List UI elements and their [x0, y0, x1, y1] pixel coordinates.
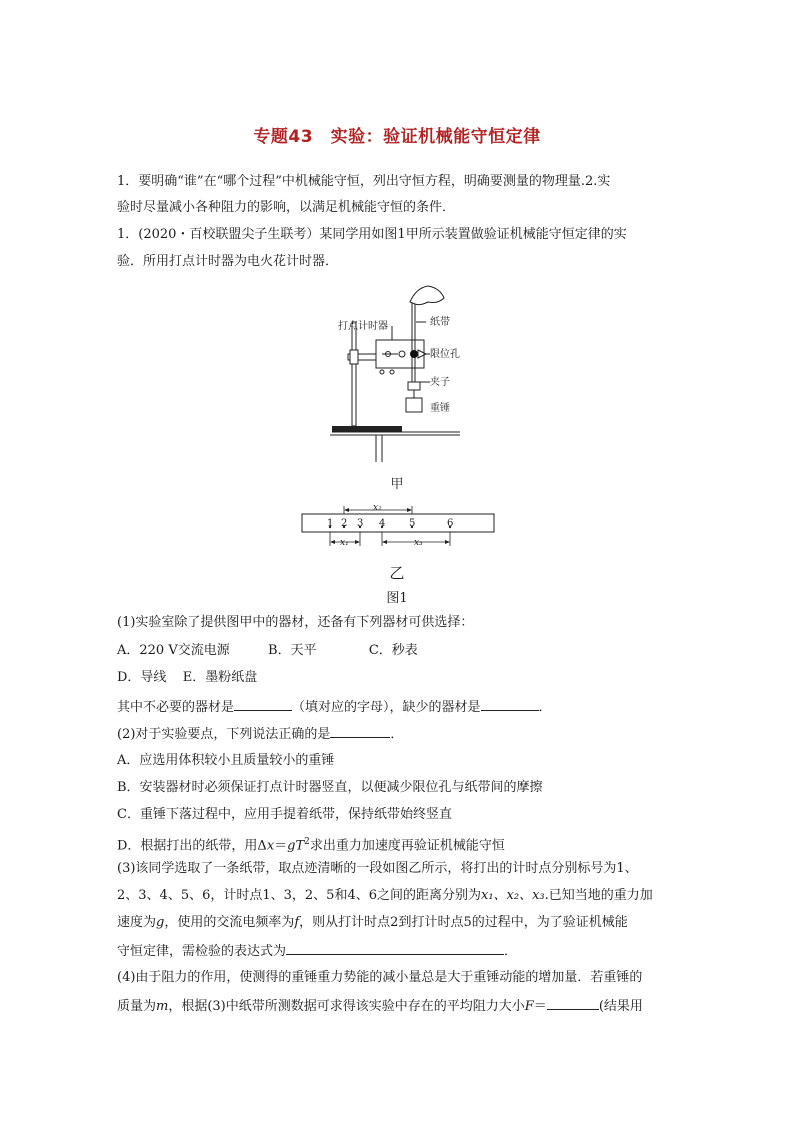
answer-blank-unnecessary[interactable] — [234, 697, 292, 711]
tape-point-5: 5 — [409, 518, 416, 529]
intro-line-2: 验时尽量减小各种阻力的影响，以满足机械能守恒的条件． — [117, 200, 456, 215]
tape-label-x3: x₃ — [414, 538, 423, 548]
stand-base-top — [332, 426, 402, 432]
part2-stem — [117, 724, 403, 744]
label-hole: 限位孔 — [430, 349, 460, 360]
part3-line-2-vars: x₁、x₂、x₃ — [480, 888, 545, 903]
part2-stem-end: ． — [390, 727, 404, 742]
answer-blank-missing[interactable] — [481, 697, 539, 711]
part3-line-1: (3)该同学选取了一条纸带，取点迹清晰的一段如图乙所示，将打出的计时点分别标号为1、 — [117, 861, 638, 876]
part2-option-b: B．安装器材时必须保证打点计时器竖直，以便减少限位孔与纸带间的摩擦 — [117, 780, 543, 795]
part3-line-4-end: ． — [504, 944, 518, 959]
part1-options-row1 — [117, 642, 418, 660]
part2-option-d-gT: gT — [287, 838, 305, 854]
answer-blank-part2[interactable] — [330, 724, 390, 738]
part2-option-d-sup: 2 — [304, 837, 310, 847]
part4-line-2-eq: ＝ — [533, 999, 547, 1014]
part4-line-2-text-b: ，根据(3)中纸带所测数据可求得该实验中存在的平均阻力大小 — [168, 999, 525, 1014]
question-line-1: 1．(2020・百校联盟尖子生联考）某同学用如图1甲所示装置做验证机械能守恒定律的实 — [117, 227, 627, 242]
part4-line-2-F: F — [524, 999, 534, 1014]
weight-drawing — [406, 398, 422, 412]
apparatus-figure — [320, 282, 480, 462]
part1-options-row2 — [117, 669, 257, 687]
part1-question-text-c: ． — [538, 700, 552, 715]
part1-option-e: E．墨粉纸盘 — [182, 670, 258, 685]
label-tape: 纸带 — [430, 317, 450, 328]
part3-line-2-text-b: .已知当地的重力加 — [544, 888, 653, 903]
part3-line-4-text: 守恒定律，需检验的表达式为 — [117, 944, 287, 959]
tape-point-6: 6 — [447, 518, 454, 529]
part3-line-3-text-b: ，使用的交流电频率为 — [164, 915, 295, 930]
label-timer: 打点计时器 — [338, 321, 388, 332]
label-clamp: 夹子 — [430, 377, 450, 388]
part2-option-c: C．重锤下落过程中，应用手提着纸带，保持纸带始终竖直 — [117, 807, 452, 822]
part1-option-a: A．220 V交流电源 — [117, 643, 230, 658]
part2-option-a: A．应选用体积较小且质量较小的重锤 — [117, 753, 335, 768]
part4-line-2-text-a: 质量为 — [117, 999, 157, 1014]
part3-line-3-g: g — [156, 915, 165, 930]
part1-question-text-a: 其中不必要的器材是 — [117, 700, 235, 715]
part3-line-2 — [117, 887, 653, 905]
part1-stem: (1)实验室除了提供图甲中的器材，还备有下列器材可供选择： — [117, 615, 474, 630]
part4-line-1: (4)由于阻力的作用，使测得的重锤重力势能的减小量总是大于重锤动能的增加量．若重锤的 — [117, 970, 643, 985]
part4-line-2 — [117, 996, 643, 1016]
part4-line-2-text-d: (结果用 — [598, 999, 643, 1014]
tape-label-x1: x₁ — [340, 538, 349, 548]
part2-option-d-text-b: 求出重力加速度再验证机械能守恒 — [309, 838, 505, 854]
part1-question-text-b: （填对应的字母），缺少的器材是 — [292, 700, 481, 715]
caption-main: 图1 — [386, 591, 408, 606]
label-weight: 重锤 — [430, 403, 450, 414]
part1-question — [117, 697, 552, 717]
intro-line-1: 1．要明确“谁”在“哪个过程”中机械能守恒，列出守恒方程，明确要测量的物理量.2.实 — [117, 174, 611, 189]
part2-option-d-x: x — [266, 838, 275, 854]
tape-point-1: 1 — [327, 518, 334, 529]
tape-point-3: 3 — [357, 518, 364, 529]
answer-blank-force[interactable] — [547, 996, 599, 1010]
part1-option-b: B．天平 — [268, 643, 317, 658]
hand-drawing — [410, 286, 444, 305]
part4-line-2-m: m — [156, 999, 169, 1014]
part2-stem-text: (2)对于实验要点，下列说法正确的是 — [117, 727, 331, 742]
part3-line-3 — [117, 914, 628, 932]
part1-option-d: D．导线 — [117, 670, 167, 685]
part3-line-3-text-a: 速度为 — [117, 915, 157, 930]
tape-point-4: 4 — [379, 518, 386, 529]
caption-b: 乙 — [389, 564, 405, 582]
tape-label-x2: x₂ — [373, 503, 382, 513]
part2-option-d — [117, 833, 505, 855]
answer-blank-expression[interactable] — [286, 941, 504, 955]
page-title: 专题43 实验：验证机械能守恒定律 — [253, 127, 541, 147]
part3-line-3-f: f — [294, 915, 300, 930]
stand-rod — [352, 322, 356, 426]
part3-line-2-text-a: 2、3、4、5、6，计时点1、3，2、5和4、6之间的距离分别为 — [117, 888, 481, 903]
part3-line-4 — [117, 941, 517, 961]
part3-line-3-text-c: ，则从打计时点2到打计时点5的过程中，为了验证机械能 — [299, 915, 628, 930]
question-line-2: 验．所用打点计时器为电火花计时器． — [117, 254, 339, 269]
part2-option-d-text-a: D．根据打出的纸带，用Δ — [117, 838, 267, 854]
part1-option-c: C．秒表 — [368, 643, 418, 658]
part2-option-d-eq: ＝ — [274, 838, 288, 854]
tape-point-2: 2 — [341, 518, 348, 529]
caption-a: 甲 — [390, 477, 404, 492]
